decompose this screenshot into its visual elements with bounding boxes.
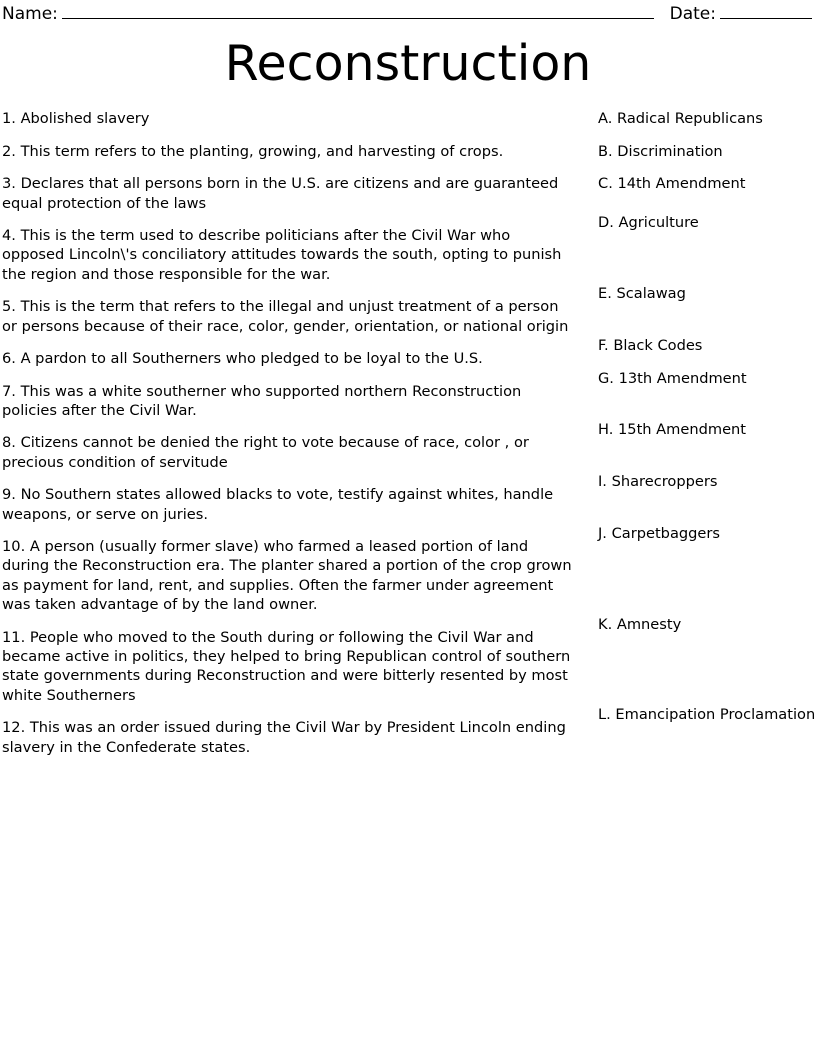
answer-item: K. Amnesty [598, 615, 682, 633]
date-label: Date: [669, 4, 716, 24]
page-title: Reconstruction [224, 35, 592, 92]
question-item: 9. No Southern states allowed blacks to vote, testify against whites, handle weapons, or serve on juries. [2, 486, 554, 523]
question-item: 6. A pardon to all Southerners who pledged to be loyal to the U.S. [2, 350, 483, 368]
answer-item: G. 13th Amendment [598, 369, 747, 387]
answer-item: L. Emancipation Proclamation [598, 706, 816, 724]
answers-column [590, 109, 816, 737]
answer-item: J. Carpetbaggers [598, 524, 720, 542]
question-item: 10. A person (usually former slave) who farmed a leased portion of land during the Reconstruction era. The planter shared a portion of the crop grown as payment for land, rent, and supplies. Often the farmer under agreement was taken advantage of by the land owner. [2, 537, 572, 614]
matching-exercise [0, 109, 816, 770]
question-item: 5. This is the term that refers to the illegal and unjust treatment of a person or persons because of their race, color, gender, orientation, or national origin [2, 298, 569, 335]
question-item: 1. Abolished slavery [2, 110, 150, 128]
answer-item: E. Scalawag [598, 285, 686, 303]
answer-item: B. Discrimination [598, 142, 723, 160]
answer-item: C. 14th Amendment [598, 175, 746, 193]
answer-item: F. Black Codes [598, 337, 703, 355]
name-write-in-line[interactable] [62, 8, 654, 19]
question-item: 4. This is the term used to describe politicians after the Civil War who opposed Lincoln\'s conciliatory attitudes towards the south, opting to punish the region and those responsible for the war. [2, 227, 562, 283]
answer-item: A. Radical Republicans [598, 110, 763, 128]
questions-column [2, 109, 590, 770]
name-label: Name: [2, 4, 58, 24]
question-item: 3. Declares that all persons born in the U.S. are citizens and are guaranteed equal protection of the laws [2, 175, 559, 212]
question-item: 7. This was a white southerner who supported northern Reconstruction policies after the Civil War. [2, 382, 522, 419]
date-write-in-line[interactable] [720, 8, 812, 19]
student-info-header [0, 4, 816, 24]
question-item: 2. This term refers to the planting, growing, and harvesting of crops. [2, 142, 504, 160]
question-item: 11. People who moved to the South during or following the Civil War and became active in politics, they helped to bring Republican control of southern state governments during Reconstruction and were bitterly resented by most white Southerners [2, 628, 571, 704]
question-item: 12. This was an order issued during the Civil War by President Lincoln ending slavery in the Confederate states. [2, 719, 566, 756]
answer-item: D. Agriculture [598, 214, 699, 232]
question-item: 8. Citizens cannot be denied the right to vote because of race, color , or precious condition of servitude [2, 434, 529, 471]
answer-item: I. Sharecroppers [598, 473, 718, 491]
answer-item: H. 15th Amendment [598, 421, 747, 439]
